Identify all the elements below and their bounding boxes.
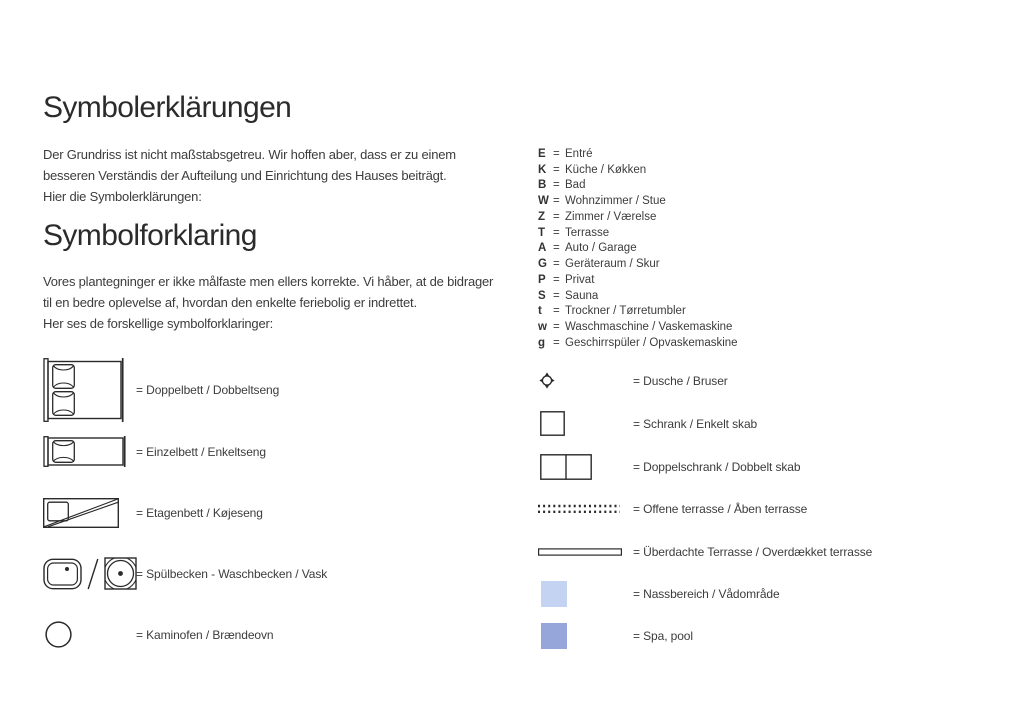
room-code-row (538, 193, 738, 209)
open-terrace-icon (538, 504, 620, 514)
intro-line: Vores plantegninger er ikke målfaste men ellers korrekte. Vi håber, at de bidrager (43, 274, 494, 289)
spa-pool-swatch (541, 623, 567, 649)
room-code-row (538, 178, 738, 194)
room-code-row (538, 288, 738, 304)
room-code-letter: P (538, 273, 546, 286)
room-code-label: Wohnzimmer / Stue (565, 195, 666, 208)
equals-sign: = (553, 305, 560, 318)
room-code-label: Geräteraum / Skur (565, 258, 660, 271)
wood-stove-icon (45, 621, 72, 648)
equals-sign: = (553, 336, 560, 349)
single-bed-icon (43, 436, 128, 467)
room-code-label: Sauna (565, 289, 599, 302)
legend-row-shower (538, 372, 728, 389)
bunk-bed-icon (43, 498, 119, 528)
room-code-row (538, 335, 738, 351)
room-code-label: Zimmer / Værelse (565, 210, 657, 223)
legend-label: = Spa, pool (633, 629, 693, 643)
room-code-label: Waschmaschine / Vaskemaskine (565, 321, 733, 334)
room-code-letter: W (538, 195, 549, 208)
room-code-row (538, 146, 738, 162)
wet-area-swatch (541, 581, 567, 607)
room-code-label: Privat (565, 273, 595, 286)
room-code-label: Auto / Garage (565, 242, 637, 255)
intro-line: besseren Verständis der Aufteilung und Einrichtung des Hauses beiträgt. (43, 168, 447, 183)
legend-row-covered-terrace (538, 545, 873, 559)
legend-label: = Offene terrasse / Åben terrasse (633, 502, 808, 516)
room-code-letter: E (538, 147, 546, 160)
equals-sign: = (553, 321, 560, 334)
legend-row-wood-stove (45, 621, 274, 648)
legend-label: = Schrank / Enkelt skab (633, 416, 758, 431)
legend-label: = Doppelschrank / Dobbelt skab (633, 460, 801, 474)
room-code-letter: g (538, 336, 546, 349)
covered-terrace-icon (538, 548, 622, 556)
room-code-row (538, 319, 738, 335)
intro-line: Her ses de forskellige symbolforklaringer: (43, 316, 274, 331)
equals-sign: = (553, 163, 560, 176)
shower-icon (539, 372, 555, 389)
room-code-row (538, 304, 738, 320)
legend-row-wet-area (538, 581, 780, 607)
room-code-row (538, 256, 738, 272)
intro-line: til en bedre oplevelse af, hvordan den enkelte feriebolig er indrettet. (43, 295, 417, 310)
legend-label: = Nassbereich / Vådområde (633, 587, 780, 601)
room-code-letter: w (538, 321, 547, 334)
equals-sign: = (553, 147, 560, 160)
room-code-letter: B (538, 179, 547, 192)
legend-label: = Etagenbett / Køjeseng (136, 506, 263, 520)
room-code-legend (538, 146, 738, 351)
legend-label: = Überdachte Terrasse / Overdækket terrasse (633, 545, 873, 559)
legend-row-open-terrace (538, 502, 808, 516)
legend-label: = Doppelbett / Dobbeltseng (136, 383, 280, 397)
intro-line: Hier die Symbolerklärungen: (43, 189, 202, 204)
intro-text-danish (43, 271, 493, 334)
equals-sign: = (553, 179, 560, 192)
legend-row-spa-pool (538, 623, 693, 649)
page-title-danish: Symbolforklaring (43, 219, 257, 252)
room-code-label: Entré (565, 147, 593, 160)
room-code-letter: S (538, 289, 546, 302)
legend-row-single-cabinet (538, 411, 758, 436)
room-code-letter: Z (538, 210, 546, 223)
intro-line: Der Grundriss ist nicht maßstabsgetreu. Wir hoffen aber, dass er zu einem (43, 147, 456, 162)
room-code-label: Trockner / Tørretumbler (565, 305, 686, 318)
room-code-row (538, 241, 738, 257)
room-code-letter: T (538, 226, 546, 239)
equals-sign: = (553, 210, 560, 223)
legend-row-double-cabinet (538, 454, 801, 480)
legend-label: = Dusche / Bruser (633, 373, 728, 388)
legend-label: = Einzelbett / Enkeltseng (136, 444, 266, 459)
page-title-german: Symbolerklärungen (43, 91, 292, 124)
room-code-row (538, 162, 738, 178)
legend-row-single-bed (43, 436, 266, 467)
double-cabinet-icon (540, 454, 592, 480)
room-code-row (538, 209, 738, 225)
equals-sign: = (553, 242, 560, 255)
equals-sign: = (553, 226, 560, 239)
sink-icon (43, 558, 82, 590)
slash-separator (87, 558, 99, 590)
legend-row-sink (43, 557, 328, 590)
room-code-row (538, 225, 738, 241)
room-code-row (538, 272, 738, 288)
single-cabinet-icon (540, 411, 565, 436)
double-bed-icon (43, 358, 126, 422)
room-code-letter: t (538, 305, 542, 318)
legend-row-double-bed (43, 358, 280, 422)
room-code-letter: K (538, 163, 547, 176)
equals-sign: = (553, 195, 560, 208)
room-code-label: Geschirrspüler / Opvaskemaskine (565, 336, 738, 349)
legend-label: = Kaminofen / Brændeovn (136, 627, 274, 642)
legend-row-bunk-bed (43, 498, 263, 528)
round-sink-icon (104, 557, 137, 590)
intro-text-german (43, 144, 456, 207)
room-code-label: Bad (565, 179, 586, 192)
room-code-letter: G (538, 258, 547, 271)
room-code-label: Küche / Køkken (565, 163, 647, 176)
equals-sign: = (553, 289, 560, 302)
equals-sign: = (553, 273, 560, 286)
equals-sign: = (553, 258, 560, 271)
legend-label: = Spülbecken - Waschbecken / Vask (136, 566, 328, 581)
room-code-letter: A (538, 242, 547, 255)
room-code-label: Terrasse (565, 226, 610, 239)
